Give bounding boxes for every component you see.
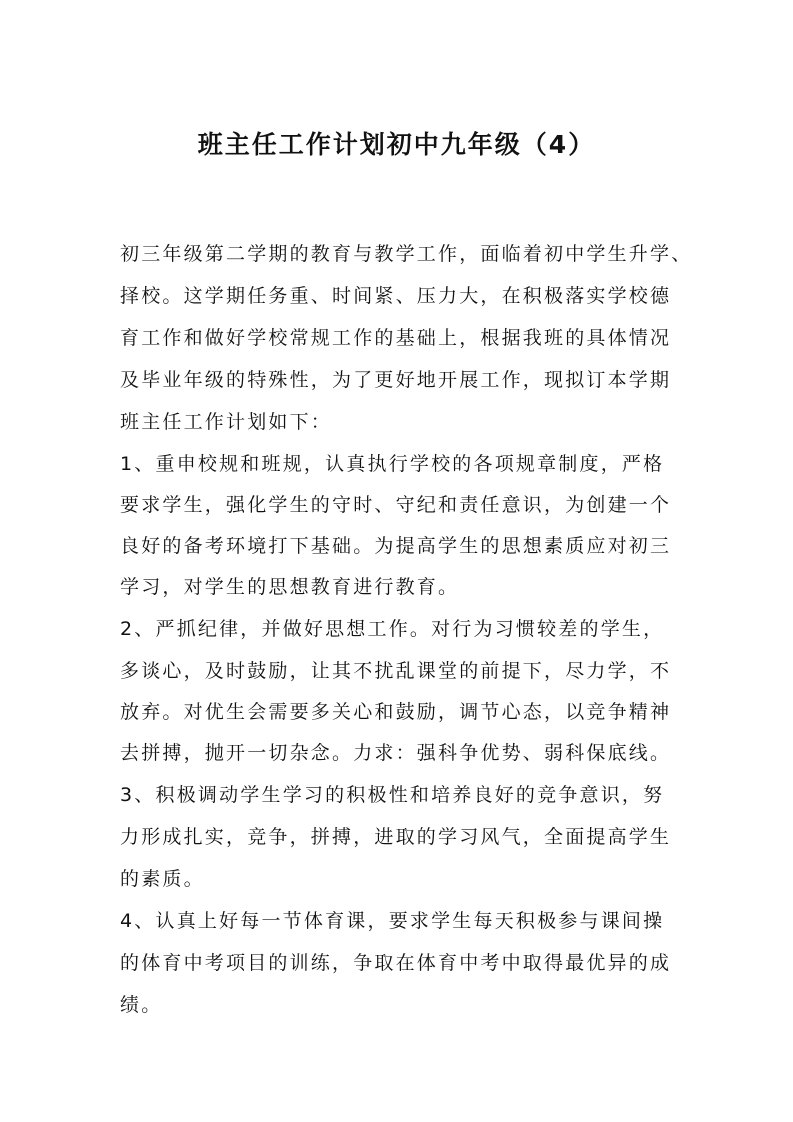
paragraph-line: 的素质。	[120, 868, 205, 890]
paragraph-line: 4、认真上好每一节体育课，要求学生每天积极参与课间操	[120, 910, 665, 932]
paragraph-line: 班主任工作计划如下：	[120, 411, 333, 433]
paragraph-line: 去拼搏，抛开一切杂念。力求：强科争优势、弱科保底线。	[120, 742, 672, 764]
paragraph-line: 的体育中考项目的训练，争取在体育中考中取得最优异的成	[120, 952, 672, 974]
paragraph-line: 绩。	[120, 994, 163, 1016]
paragraph-line: 3、积极调动学生学习的积极性和培养良好的竞争意识，努	[120, 784, 665, 806]
paragraph-line: 择校。这学期任务重、时间紧、压力大，在积极落实学校德	[120, 285, 672, 307]
paragraph-line: 力形成扎实，竞争，拼搏，进取的学习风气，全面提高学生	[120, 826, 672, 848]
paragraph-line: 育工作和做好学校常规工作的基础上，根据我班的具体情况	[120, 327, 672, 349]
paragraph-line: 多谈心，及时鼓励，让其不扰乱课堂的前提下，尽力学，不	[120, 660, 672, 682]
paragraph-line: 初三年级第二学期的教育与教学工作，面临着初中学生升学、	[120, 243, 693, 265]
paragraph-line: 1、重申校规和班规，认真执行学校的各项规章制度，严格	[120, 453, 665, 475]
paragraph-line: 要求学生，强化学生的守时、守纪和责任意识，为创建一个	[120, 494, 672, 516]
paragraph-line: 学习，对学生的思想教育进行教育。	[120, 576, 460, 598]
document-title: 班主任工作计划初中九年级（4）	[197, 130, 596, 159]
paragraph-line: 2、严抓纪律，并做好思想工作。对行为习惯较差的学生，	[120, 618, 665, 640]
paragraph-line: 放弃。对优生会需要多关心和鼓励，调节心态，以竞争精神	[120, 701, 672, 723]
paragraph-line: 良好的备考环境打下基础。为提高学生的思想素质应对初三	[120, 535, 672, 557]
paragraph-line: 及毕业年级的特殊性，为了更好地开展工作，现拟订本学期	[120, 369, 672, 391]
